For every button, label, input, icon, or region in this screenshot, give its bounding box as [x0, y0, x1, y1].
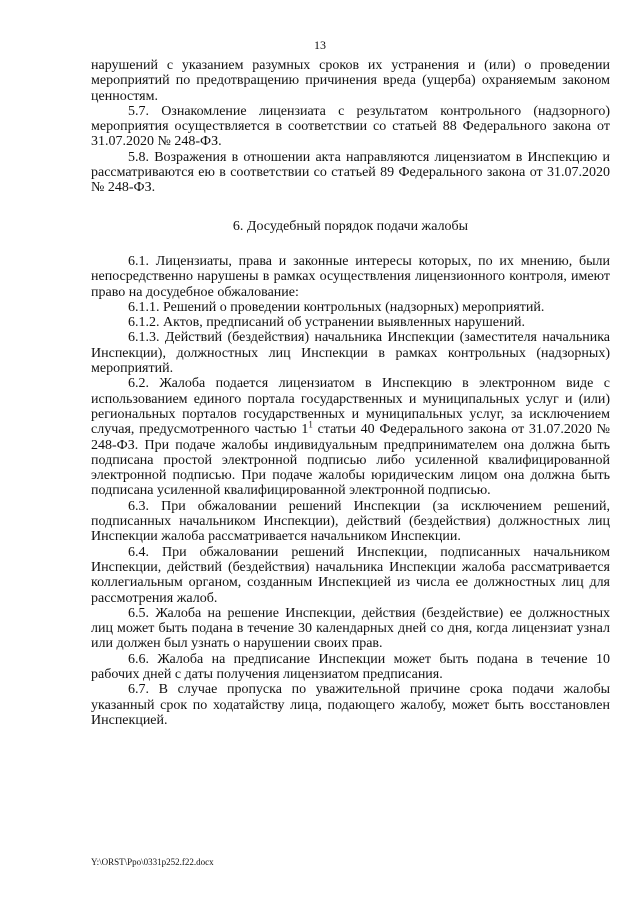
page-number: 13 — [314, 38, 326, 52]
paragraph-6-2-part-b: статьи 40 Федерального закона от 31.07.2020 № 248-ФЗ. При подаче жалобы индивидуальным предпринимателем она должна быть подписана простой электронной подписью либо усиленной квалифицированной электронной подписью. При подаче жалобы юридическим лицом она должна быть подписана усиленной квалифицированной электронной подписью. — [91, 422, 610, 499]
paragraph-6-4: 6.4. При обжаловании решений Инспекции, подписанных начальником Инспекции, действий (бездействия) начальника Инспекции жалоба рассматривается коллегиальным органом, созданным Инспекцией из числа ее должностных лиц для рассмотрения жалоб. — [91, 544, 610, 606]
paragraph-6-2 — [91, 376, 610, 498]
paragraph-6-7: 6.7. В случае пропуска по уважительной причине срока подачи жалобы указанный срок по ходатайству лица, подающего жалобу, может быть восстановлен Инспекцией. — [91, 682, 610, 728]
section-heading: 6. Досудебный порядок подачи жалобы — [232, 218, 469, 234]
paragraph-6-5: 6.5. Жалоба на решение Инспекции, действия (бездействие) ее должностных лиц может быть подана в течение 30 календарных дней со дня, когда лицензиат узнал или должен был узнать о нарушении своих прав. — [91, 605, 610, 652]
paragraph-6-3: 6.3. При обжаловании решений Инспекции (за исключением решений, подписанных начальником Инспекции), действий (бездействия) должностных лиц Инспекции жалоба рассматривается начальником Инспекции. — [91, 498, 610, 545]
paragraph-6-6: 6.6. Жалоба на предписание Инспекции может быть подана в течение 10 рабочих дней с даты получения лицензиатом предписания. — [91, 651, 610, 682]
paragraph-5-8: 5.8. Возражения в отношении акта направляются лицензиатом в Инспекцию и рассматриваются ею в соответствии со статьей 89 Федерального закона от 31.07.2020 № 248-ФЗ. — [91, 149, 610, 196]
paragraph-6-1-2: 6.1.2. Актов, предписаний об устранении выявленных нарушений. — [128, 315, 525, 331]
paragraph-continuation: нарушений с указанием разумных сроков их устранения и (или) о проведении мероприятий по предотвращению причинения вреда (ущерба) охраняемым законом ценностям. — [91, 58, 610, 104]
document-body — [91, 58, 610, 728]
paragraph-6-2-part-a: 6.2. Жалоба подается лицензиатом в Инспекцию в электронном виде с использованием единого портала государственных и муниципальных услуг и (или) региональных порталов государственных и муниципальных услуг, за исключением случая, предусмотренного частью 1 — [91, 376, 610, 438]
paragraph-6-1-1: 6.1.1. Решений о проведении контрольных (надзорных) мероприятий. — [128, 299, 545, 315]
paragraph-6-1-3: 6.1.3. Действий (бездействия) начальника Инспекции (заместителя начальника Инспекции), должностных лиц Инспекции в рамках контрольных (надзорных) мероприятий. — [91, 330, 610, 377]
superscript-footnote: 1 — [308, 419, 313, 430]
footer-file-path: Y:\ORST\Ppo\0331p252.f22.docx — [91, 857, 214, 867]
paragraph-6-1: 6.1. Лицензиаты, права и законные интересы которых, по их мнению, были непосредственно нарушены в рамках осуществления лицензионного контроля, имеют право на досудебное обжалование: — [91, 253, 610, 300]
paragraph-5-7: 5.7. Ознакомление лицензиата с результатом контрольного (надзорного) мероприятия осуществляется в соответствии со статьей 88 Федерального закона от 31.07.2020 № 248-ФЗ. — [91, 103, 610, 150]
